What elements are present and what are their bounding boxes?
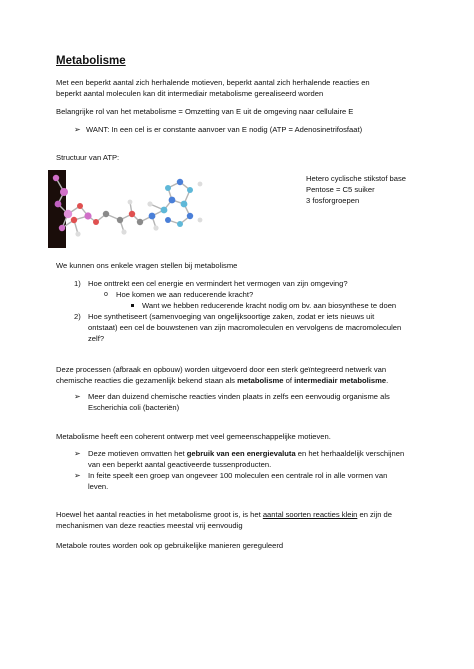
design-bullet-1-line-1: Deze motieven omvatten het gebruik van een energievaluta en het herhaaldelijk verschijnen	[88, 449, 405, 458]
process-line-1: Deze processen (afbraak en opbouw) worden uitgevoerd door een sterk geïntegreerd netwerk van	[56, 365, 387, 374]
closing-line-2: mechanismen van deze reacties meestal vrij eenvoudig	[56, 521, 243, 530]
questions-intro: We kunnen ons enkele vragen stellen bij metabolisme	[56, 261, 238, 270]
question-2-line-1: Hoe synthetiseert (samenvoeging van ongelijksoortige zaken, zodat er iets nieuws uit	[88, 312, 375, 321]
process-line-2: chemische reacties die gezamenlijk bekend staan als metabolisme of intermediair metabolisme.	[56, 376, 389, 385]
arrow-bullet-icon: ➢	[74, 449, 81, 458]
atp-part-phosphate: 3 fosforgroepen	[306, 196, 360, 205]
arrow-bullet-icon: ➢	[74, 471, 81, 480]
atp-heading: Structuur van ATP:	[56, 153, 120, 162]
intro-line-2: beperkt aantal moleculen kan dit intermediair metabolisme gerealiseerd worden	[56, 89, 324, 98]
arrow-bullet-icon: ➢	[74, 125, 81, 134]
question-1-number: 1)	[74, 279, 81, 288]
role-line: Belangrijke rol van het metabolisme = Omzetting van E uit de omgeving naar cellulaire E	[56, 107, 354, 116]
design-bullet-2-line-2: leven.	[88, 482, 109, 491]
design-bullet-2-line-1: In feite speelt een groep van ongeveer 100 moleculen een centrale rol in alle vormen van	[88, 471, 388, 480]
circle-bullet-icon: o	[104, 291, 108, 298]
process-bullet-line-2: Escherichia coli (bacteriën)	[88, 403, 180, 412]
question-2-line-2: ontstaat) een cel de bouwstenen van zijn macromoleculen en vervolgens de macromoleculen	[88, 323, 402, 332]
square-bullet-icon	[131, 304, 134, 307]
atp-part-base: Hetero cyclische stikstof base	[306, 174, 407, 183]
molecule-atoms	[53, 175, 203, 237]
design-bullet-1-line-2: van een beperkt aantal geactiveerde tussenproducten.	[88, 460, 272, 469]
question-1-subsub: Want we hebben reducerende kracht nodig om bv. aan biosynthese te doen	[142, 301, 397, 310]
intro-line-1: Met een beperkt aantal zich herhalende motieven, beperkt aantal zich herhalende reacties en	[56, 78, 370, 87]
question-1-sub: Hoe komen we aan reducerende kracht?	[116, 290, 254, 299]
process-bullet-line-1: Meer dan duizend chemische reacties vinden plaats in zelfs een eenvoudig organisme als	[88, 392, 390, 401]
question-2-line-3: zelf?	[88, 334, 105, 343]
page-title: Metabolisme	[56, 55, 126, 67]
want-atp-line: WANT: In een cel is er constante aanvoer van E nodig (ATP = Adenosinetrifosfaat)	[86, 125, 363, 134]
arrow-bullet-icon: ➢	[74, 392, 81, 401]
question-1-text: Hoe onttrekt een cel energie en vermindert het vermogen van zijn omgeving?	[88, 279, 348, 288]
atp-molecule-image	[40, 170, 220, 250]
closing-line-3: Metabole routes worden ook op gebruikelijke manieren gereguleerd	[56, 541, 284, 550]
closing-line-1: Hoewel het aantal reacties in het metabolisme groot is, is het aantal soorten reacties klein en zijn de	[56, 510, 393, 519]
atp-part-sugar: Pentose = C5 suiker	[306, 185, 375, 194]
design-line: Metabolisme heeft een coherent ontwerp met veel gemeenschappelijke motieven.	[56, 432, 331, 441]
question-2-number: 2)	[74, 312, 81, 321]
